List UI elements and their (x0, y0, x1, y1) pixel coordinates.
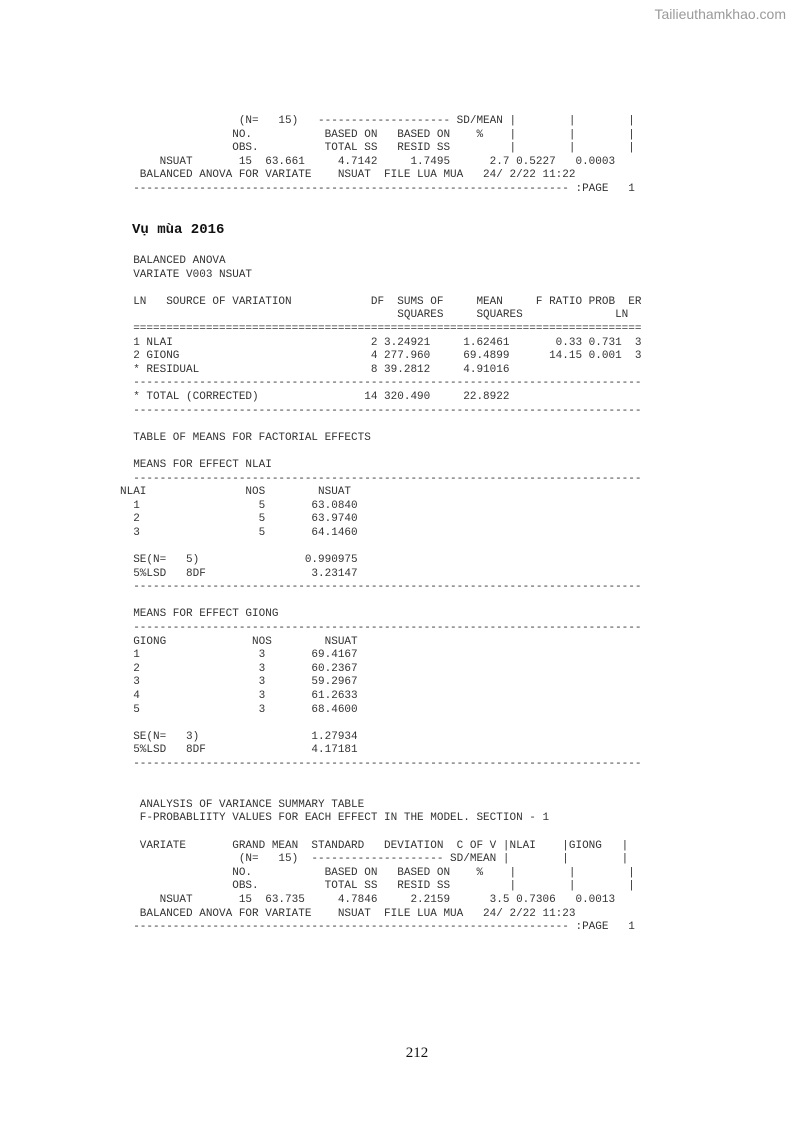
top-summary-block: (N= 15) -------------------- SD/MEAN | | | NO. BASED ON BASED ON % | | | OBS. TOTAL SS RESID SS | | | NSUAT 15 63.661 4.7142 1.7495 2.7 0.5227 0.0003 BALANCED ANOVA FOR VARIATE NSUAT FILE LUA MUA 24/ 2/22 11:22 ------------------------------------------------------------------ :PAGE 1 (133, 115, 635, 195)
section-heading: Vụ mùa 2016 (132, 222, 225, 238)
anova-output-block: BALANCED ANOVA VARIATE V003 NSUAT LN SOURCE OF VARIATION DF SUMS OF MEAN F RATIO PROB ER SQUARES SQUARES LN ============================================================================= 1 NLAI 2 3.24921 1.62461 0.33 0.731 3 2 GIONG 4 277.960 69.4899 14.15 0.001 3 * RESIDUAL 8 39.2812 4.91016 ----------------------------------------------------------------------------- * TOTAL (CORRECTED) 14 320.490 22.8922 ----------------------------------------------------------------------------- TABLE OF MEANS FOR FACTORIAL EFFECTS MEANS FOR EFFECT NLAI ----------------------------------------------------------------------------- NLAI NOS NSUAT 1 5 63.0840 2 5 63.9740 3 5 64.1460 SE(N= 5) 0.990975 5%LSD 8DF 3.23147 ----------------------------------------------------------------------------- MEANS FOR EFFECT GIONG ----------------------------------------------------------------------------- GIONG NOS NSUAT 1 3 69.4167 2 3 60.2367 3 3 59.2967 4 3 61.2633 5 3 68.4600 SE(N= 3) 1.27934 5%LSD 8DF 4.17181 ----------------------------------------------------------------------------- ANALYSIS OF VARIANCE SUMMARY TABLE F-PROBABLIITY VALUES FOR EACH EFFECT IN THE MODEL. SECTION - 1 VARIATE GRAND MEAN STANDARD DEVIATION C OF V |NLAI |GIONG | (N= 15) -------------------- SD/MEAN | | | NO. BASED ON BASED ON % | | | OBS. TOTAL SS RESID SS | | | NSUAT 15 63.735 4.7846 2.2159 3.5 0.7306 0.0013 BALANCED ANOVA FOR VARIATE NSUAT FILE LUA MUA 24/ 2/22 11:23 ------------------------------------------------------------------ :PAGE 1 (120, 255, 642, 934)
watermark-text: Tailieuthamkhao.com (654, 6, 786, 22)
page-number: 212 (405, 1045, 429, 1061)
